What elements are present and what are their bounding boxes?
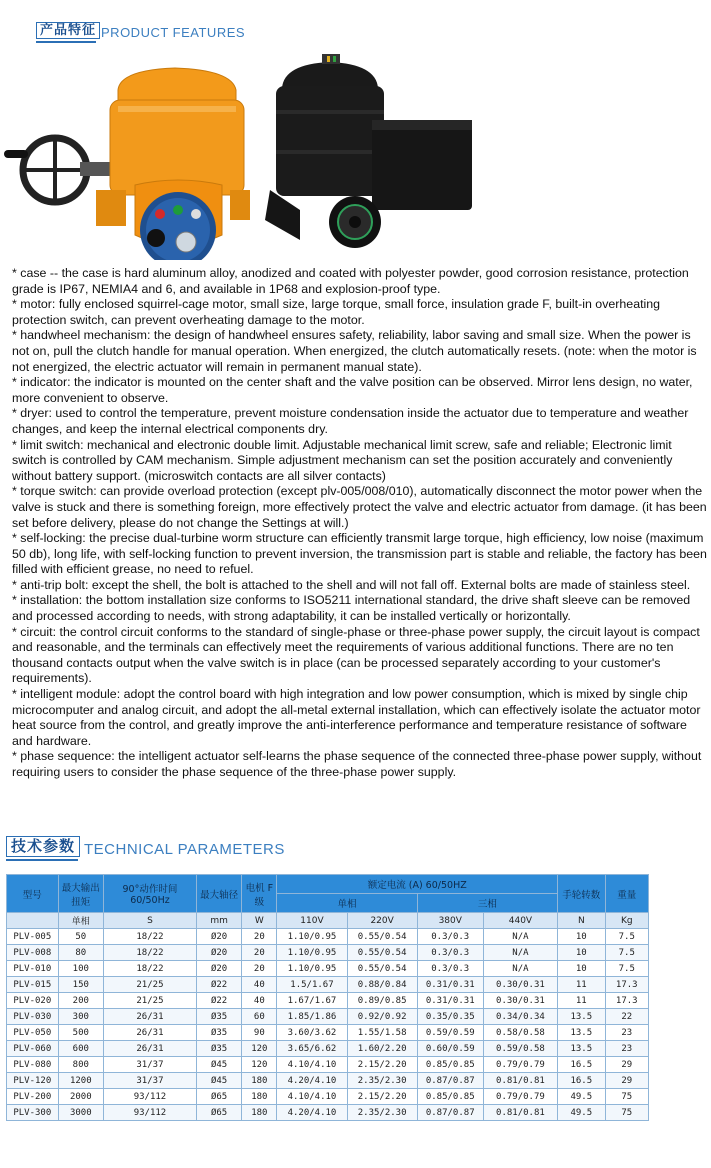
feature-circuit: * circuit: the control circuit conforms to the standard of single-phase or three-phase power supply, the circuit layout is compact and reasonable, and the terminals can effectively meet the requirements of various additional functions. There are no ten thousand contacts output when the valve switch is in place (can be processed separately according to your customer's requirements). <box>12 624 700 686</box>
table-cell: 10 <box>558 961 605 977</box>
th-three-phase: 三相 <box>417 894 557 913</box>
table-cell: 7.5 <box>605 961 648 977</box>
table-cell: 500 <box>58 1025 103 1041</box>
table-units-row <box>7 913 649 929</box>
table-cell: 0.34/0.34 <box>483 1009 557 1025</box>
table-cell: 80 <box>58 945 103 961</box>
table-cell: 26/31 <box>104 1025 197 1041</box>
table-cell: 200 <box>58 993 103 1009</box>
table-cell: Ø35 <box>196 1041 241 1057</box>
table-header-row <box>7 875 649 894</box>
table-cell: 40 <box>242 993 277 1009</box>
table-cell: 40 <box>242 977 277 993</box>
table-cell: PLV-015 <box>7 977 59 993</box>
table-cell: 21/25 <box>104 977 197 993</box>
table-cell: 1.85/1.86 <box>277 1009 347 1025</box>
table-cell: 0.55/0.54 <box>347 961 417 977</box>
table-cell: 13.5 <box>558 1009 605 1025</box>
table-cell: 17.3 <box>605 993 648 1009</box>
table-cell: 11 <box>558 993 605 1009</box>
feature-case: * case -- the case is hard aluminum alloy, anodized and coated with polyester powder, good corrosion resistance, protection grade is IP67, NEMIA4 and 6, and available in 1P68 and explosion-proof type. <box>12 266 689 296</box>
table-cell: 1200 <box>58 1073 103 1089</box>
table-cell: PLV-030 <box>7 1009 59 1025</box>
table-cell: 20 <box>242 929 277 945</box>
feature-handwheel: * handwheel mechanism: the design of handwheel ensures safety, reliability, labor saving and small size. When the power is not on, pull the clutch handle for manual operation. When energized, the clutch automatically resets. (note: when the motor is not energized, the electric actuator will remain in permanent manual state). <box>12 328 697 374</box>
table-row <box>7 945 649 961</box>
product-features-header <box>36 22 245 39</box>
table-cell: 17.3 <box>605 977 648 993</box>
feature-indicator: * indicator: the indicator is mounted on the center shaft and the valve position can be observed. Mirror lens design, no water, more convenient to observe. <box>12 375 693 405</box>
table-cell: 0.3/0.3 <box>417 961 483 977</box>
table-cell: Ø35 <box>196 1025 241 1041</box>
unit-cell: mm <box>196 913 241 929</box>
table-cell: Ø22 <box>196 977 241 993</box>
table-cell: 29 <box>605 1073 648 1089</box>
table-cell: 0.31/0.31 <box>417 993 483 1009</box>
table-cell: 29 <box>605 1057 648 1073</box>
table-cell: Ø20 <box>196 929 241 945</box>
unit-cell: 220V <box>347 913 417 929</box>
table-cell: Ø20 <box>196 945 241 961</box>
black-actuator-image <box>265 54 472 248</box>
table-row <box>7 929 649 945</box>
table-cell: 50 <box>58 929 103 945</box>
table-cell: 0.59/0.58 <box>483 1041 557 1057</box>
table-cell: 0.35/0.35 <box>417 1009 483 1025</box>
table-row <box>7 977 649 993</box>
table-cell: 18/22 <box>104 929 197 945</box>
feature-dryer: * dryer: used to control the temperature, prevent moisture condensation inside the actuator due to temperature and weather changes, and keep the internal electrical components dry. <box>12 406 689 436</box>
table-cell: 4.10/4.10 <box>277 1057 347 1073</box>
technical-parameters-header <box>6 836 285 857</box>
table-cell: 4.20/4.10 <box>277 1105 347 1121</box>
table-cell: N/A <box>483 945 557 961</box>
table-cell: 13.5 <box>558 1025 605 1041</box>
table-cell: 7.5 <box>605 945 648 961</box>
table-cell: Ø65 <box>196 1089 241 1105</box>
table-cell: Ø22 <box>196 993 241 1009</box>
table-cell: 49.5 <box>558 1105 605 1121</box>
table-row <box>7 1105 649 1121</box>
table-cell: 0.55/0.54 <box>347 945 417 961</box>
th-single-phase: 单相 <box>277 894 417 913</box>
feature-motor: * motor: fully enclosed squirrel-cage motor, small size, large torque, small force, insulation grade F, built-in overheating protection switch, can prevent overheating damage to the motor. <box>12 297 661 327</box>
table-cell: Ø45 <box>196 1073 241 1089</box>
table-cell: 75 <box>605 1089 648 1105</box>
table-cell: 0.89/0.85 <box>347 993 417 1009</box>
table-cell: PLV-200 <box>7 1089 59 1105</box>
table-cell: 0.85/0.85 <box>417 1089 483 1105</box>
table-cell: 0.60/0.59 <box>417 1041 483 1057</box>
unit-cell <box>7 913 59 929</box>
th-torque: 最大输出扭矩 <box>58 875 103 913</box>
table-cell: 0.87/0.87 <box>417 1073 483 1089</box>
table-cell: 60 <box>242 1009 277 1025</box>
table-cell: 13.5 <box>558 1041 605 1057</box>
unit-cell: 380V <box>417 913 483 929</box>
table-cell: 0.79/0.79 <box>483 1089 557 1105</box>
table-row <box>7 1041 649 1057</box>
unit-cell: W <box>242 913 277 929</box>
table-cell: PLV-010 <box>7 961 59 977</box>
table-cell: 93/112 <box>104 1105 197 1121</box>
table-cell: 0.81/0.81 <box>483 1073 557 1089</box>
table-cell: N/A <box>483 961 557 977</box>
table-cell: 2.15/2.20 <box>347 1057 417 1073</box>
table-cell: 21/25 <box>104 993 197 1009</box>
table-row <box>7 1089 649 1105</box>
product-photos <box>0 50 711 260</box>
technical-parameters-header-en: TECHNICAL PARAMETERS <box>84 841 285 858</box>
features-list <box>12 266 708 781</box>
table-cell: 3000 <box>58 1105 103 1121</box>
table-cell: 1.10/0.95 <box>277 929 347 945</box>
th-time: 90°动作时间 60/50Hz <box>104 875 197 913</box>
table-cell: 31/37 <box>104 1057 197 1073</box>
table-cell: 10 <box>558 929 605 945</box>
th-shaft: 最大轴径 <box>196 875 241 913</box>
header-underline <box>6 859 78 861</box>
table-cell: 0.81/0.81 <box>483 1105 557 1121</box>
table-cell: N/A <box>483 929 557 945</box>
table-cell: 120 <box>242 1041 277 1057</box>
table-cell: PLV-080 <box>7 1057 59 1073</box>
unit-cell: 单相 <box>58 913 103 929</box>
feature-anti-trip-bolt: * anti-trip bolt: except the shell, the bolt is attached to the shell and will not fall off. External bolts are made of stainless steel. <box>12 577 691 592</box>
table-cell: 23 <box>605 1041 648 1057</box>
table-cell: 120 <box>242 1057 277 1073</box>
feature-self-locking: * self-locking: the precise dual-turbine worm structure can efficiently transmit large torque, high efficiency, low noise (maximum 50 db), long life, with self-locking function to prevent inversion, the transmission part is stable and reliable, the factory has been filled with efficient grease, no need to refuel. <box>12 531 707 577</box>
table-cell: 1.10/0.95 <box>277 961 347 977</box>
table-cell: 2.35/2.30 <box>347 1073 417 1089</box>
table-cell: 1.67/1.67 <box>277 993 347 1009</box>
table-cell: PLV-020 <box>7 993 59 1009</box>
table-cell: PLV-005 <box>7 929 59 945</box>
table-cell: 0.3/0.3 <box>417 945 483 961</box>
table-cell: 600 <box>58 1041 103 1057</box>
table-row <box>7 1057 649 1073</box>
table-row <box>7 1073 649 1089</box>
table-row <box>7 1009 649 1025</box>
table-cell: 2000 <box>58 1089 103 1105</box>
table-cell: Ø45 <box>196 1057 241 1073</box>
table-cell: 10 <box>558 945 605 961</box>
table-cell: 0.79/0.79 <box>483 1057 557 1073</box>
table-cell: PLV-060 <box>7 1041 59 1057</box>
table-cell: 18/22 <box>104 961 197 977</box>
table-cell: 800 <box>58 1057 103 1073</box>
table-cell: 18/22 <box>104 945 197 961</box>
table-cell: 0.58/0.58 <box>483 1025 557 1041</box>
table-cell: PLV-120 <box>7 1073 59 1089</box>
table-cell: 100 <box>58 961 103 977</box>
feature-limit-switch: * limit switch: mechanical and electronic double limit. Adjustable mechanical limit screw, safe and reliable; Electronic limit switch is controlled by CAM mechanism. Simple adjustment mechanism can set the position accurately and conveniently without battery support. (microswitch contacts are all silver contacts) <box>12 437 673 483</box>
table-cell: 150 <box>58 977 103 993</box>
table-cell: 7.5 <box>605 929 648 945</box>
orange-actuator-image <box>4 68 250 260</box>
table-cell: 0.31/0.31 <box>417 977 483 993</box>
table-cell: 26/31 <box>104 1009 197 1025</box>
table-cell: 0.88/0.84 <box>347 977 417 993</box>
table-cell: 90 <box>242 1025 277 1041</box>
unit-cell: 110V <box>277 913 347 929</box>
table-cell: 180 <box>242 1073 277 1089</box>
feature-installation: * installation: the bottom installation size conforms to ISO5211 international standard, the drive shaft sleeve can be removed and processed according to needs, with strong adaptability, it can be installed vertically or horizontally. <box>12 593 691 624</box>
table-cell: 3.60/3.62 <box>277 1025 347 1041</box>
table-cell: 31/37 <box>104 1073 197 1089</box>
table-cell: 11 <box>558 977 605 993</box>
table-cell: 2.35/2.30 <box>347 1105 417 1121</box>
th-model: 型号 <box>7 875 59 913</box>
product-features-header-cn: 产品特征 <box>36 22 100 39</box>
feature-phase-sequence: * phase sequence: the intelligent actuator self-learns the phase sequence of the connected three-phase power supply, without requiring users to consider the phase sequence of the three-phase power supply. <box>12 749 702 779</box>
table-cell: 49.5 <box>558 1089 605 1105</box>
table-cell: 0.87/0.87 <box>417 1105 483 1121</box>
unit-cell: S <box>104 913 197 929</box>
unit-cell: N <box>558 913 605 929</box>
table-cell: Ø65 <box>196 1105 241 1121</box>
unit-cell: Kg <box>605 913 648 929</box>
table-cell: 0.55/0.54 <box>347 929 417 945</box>
table-cell: 1.10/0.95 <box>277 945 347 961</box>
th-motor: 电机 F级 <box>242 875 277 913</box>
table-cell: 180 <box>242 1105 277 1121</box>
table-cell: 0.30/0.31 <box>483 977 557 993</box>
table-cell: 22 <box>605 1009 648 1025</box>
table-cell: 0.3/0.3 <box>417 929 483 945</box>
table-cell: 1.5/1.67 <box>277 977 347 993</box>
table-cell: 1.55/1.58 <box>347 1025 417 1041</box>
th-handwheel: 手轮转数 <box>558 875 605 913</box>
table-cell: 0.30/0.31 <box>483 993 557 1009</box>
table-cell: 20 <box>242 961 277 977</box>
table-cell: 4.20/4.10 <box>277 1073 347 1089</box>
table-cell: 0.59/0.59 <box>417 1025 483 1041</box>
table-cell: Ø20 <box>196 961 241 977</box>
table-cell: 300 <box>58 1009 103 1025</box>
table-cell: 93/112 <box>104 1089 197 1105</box>
table-cell: PLV-008 <box>7 945 59 961</box>
table-cell: 75 <box>605 1105 648 1121</box>
table-cell: 3.65/6.62 <box>277 1041 347 1057</box>
table-body <box>7 929 649 1121</box>
table-cell: 20 <box>242 945 277 961</box>
feature-torque-switch: * torque switch: can provide overload protection (except plv-005/008/010), automatically disconnect the motor power when the valve is stuck and there is something foreign, more effectively protect the valve and electric actuator from damage. (it has been set before delivery, please do not change the Settings at will.) <box>12 484 707 530</box>
technical-parameters-table <box>6 874 649 1121</box>
header-underline <box>36 41 96 43</box>
table-cell: 23 <box>605 1025 648 1041</box>
table-cell: 0.92/0.92 <box>347 1009 417 1025</box>
table-cell: PLV-050 <box>7 1025 59 1041</box>
table-cell: 2.15/2.20 <box>347 1089 417 1105</box>
table-cell: PLV-300 <box>7 1105 59 1121</box>
th-weight: 重量 <box>605 875 648 913</box>
table-cell: 16.5 <box>558 1073 605 1089</box>
table-cell: 4.10/4.10 <box>277 1089 347 1105</box>
table-cell: 16.5 <box>558 1057 605 1073</box>
th-current: 额定电流 (A) 60/50HZ <box>277 875 558 894</box>
table-cell: 1.60/2.20 <box>347 1041 417 1057</box>
table-row <box>7 993 649 1009</box>
technical-parameters-header-cn: 技术参数 <box>6 836 80 857</box>
feature-intelligent-module: * intelligent module: adopt the control board with high integration and low power consumption, which is mixed by single chip microcomputer and analog circuit, and adopt the all-metal external installation, which can effectively isolate the actuator motor heat source from the control, and greatly improve the anti-interference performance and temperature resistance of software and hardware. <box>12 687 701 748</box>
unit-cell: 440V <box>483 913 557 929</box>
table-cell: 0.85/0.85 <box>417 1057 483 1073</box>
table-cell: 180 <box>242 1089 277 1105</box>
product-features-header-en: PRODUCT FEATURES <box>101 25 246 40</box>
table-row <box>7 1025 649 1041</box>
table-cell: Ø35 <box>196 1009 241 1025</box>
table-cell: 26/31 <box>104 1041 197 1057</box>
table-row <box>7 961 649 977</box>
